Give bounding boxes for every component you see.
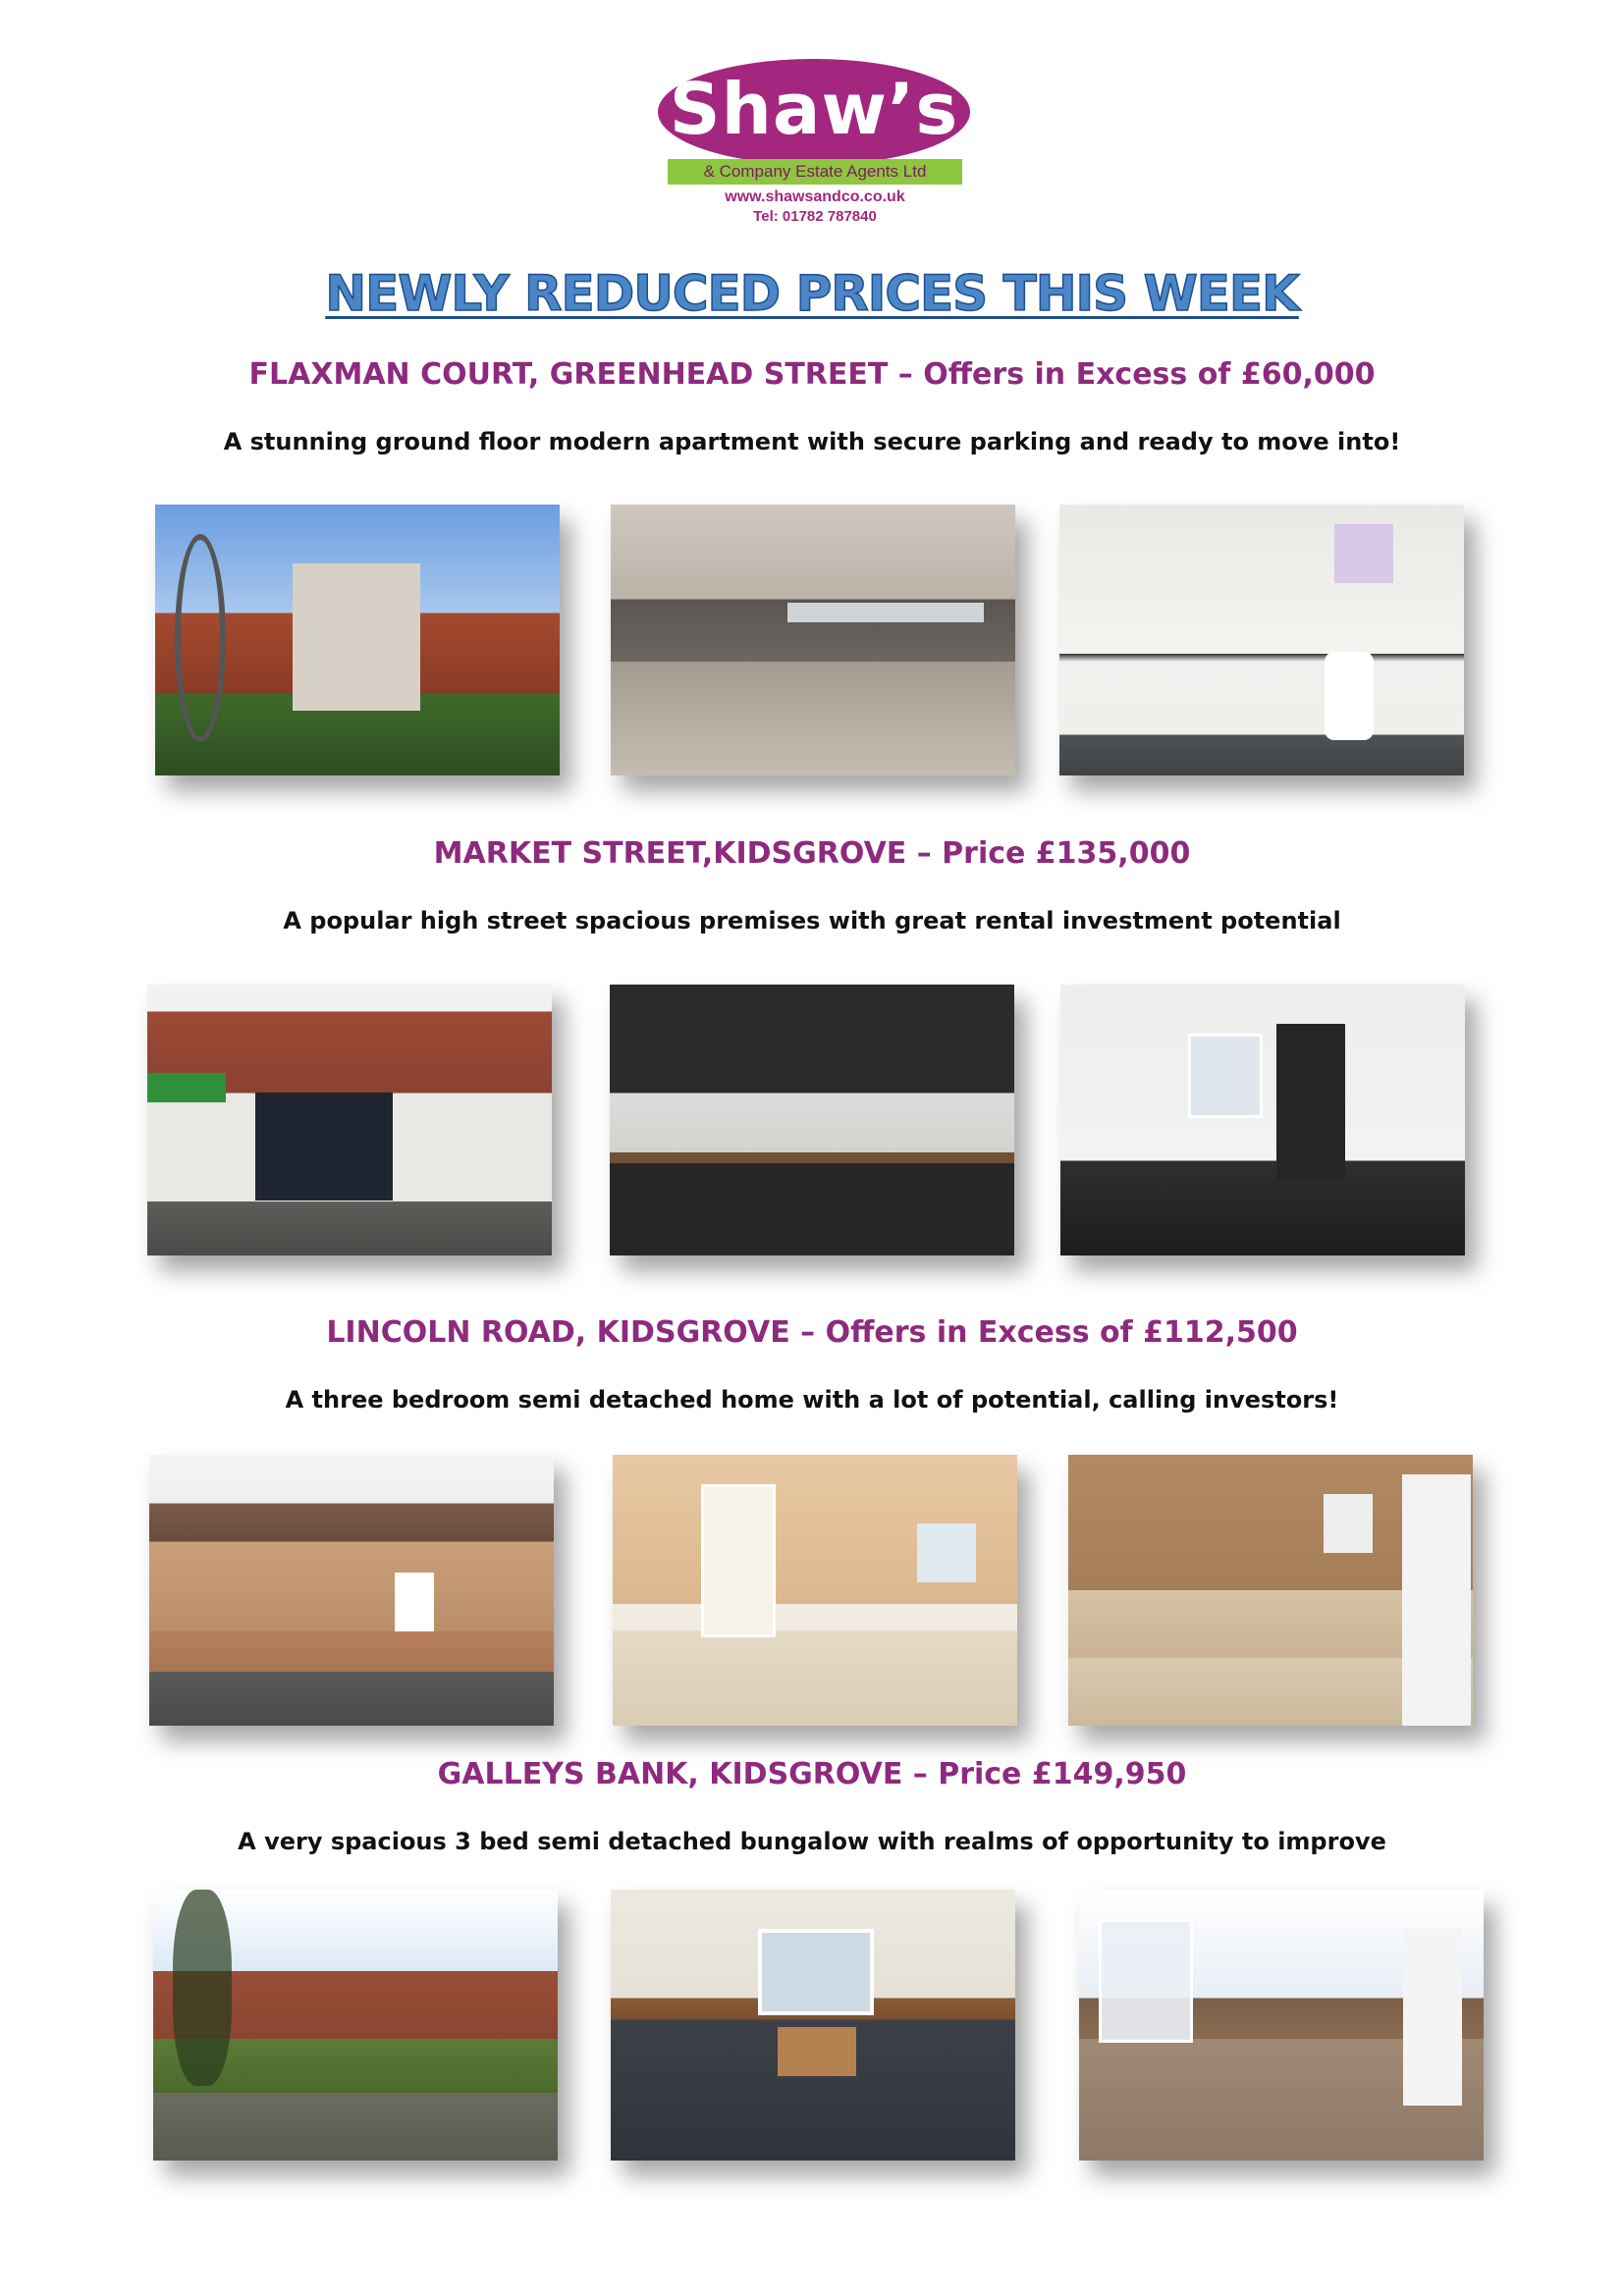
living-room-photo xyxy=(1060,985,1465,1255)
logo-website: www.shawsandco.co.uk xyxy=(725,188,905,205)
bungalow-garden-photo xyxy=(153,1890,558,2161)
listing-description: A popular high street spacious premises with great rental investment potential xyxy=(283,907,1341,934)
kitchen-photo xyxy=(611,505,1015,775)
logo-telephone: Tel: 01782 787840 xyxy=(753,208,877,225)
listing-description: A very spacious 3 bed semi detached bungalow with realms of opportunity to improve xyxy=(238,1828,1386,1855)
listing-title: GALLEYS BANK, KIDSGROVE – Price £149,950 xyxy=(437,1757,1187,1791)
wet-room-photo xyxy=(1059,505,1464,775)
listing-description: A stunning ground floor modern apartment with secure parking and ready to move into! xyxy=(223,428,1401,455)
logo-tagline: & Company Estate Agents Ltd xyxy=(668,159,962,185)
company-logo xyxy=(648,59,982,236)
kitchen-photo xyxy=(610,985,1014,1255)
kitchen-photo xyxy=(611,1890,1015,2161)
conservatory-patio-photo xyxy=(1079,1890,1484,2161)
listing-title: FLAXMAN COURT, GREENHEAD STREET – Offers in Excess of £60,000 xyxy=(248,357,1376,392)
shop-front-photo xyxy=(147,985,552,1255)
semi-detached-exterior-photo xyxy=(149,1455,554,1726)
logo-wordmark: Shaw’s xyxy=(669,68,959,150)
apartment-exterior-photo xyxy=(155,505,560,775)
page-headline: NEWLY REDUCED PRICES THIS WEEK xyxy=(325,265,1299,322)
listing-description: A three bedroom semi detached home with a lot of potential, calling investors! xyxy=(285,1386,1339,1414)
listing-title: LINCOLN ROAD, KIDSGROVE – Offers in Excess of £112,500 xyxy=(326,1315,1298,1350)
listing-title: MARKET STREET,KIDSGROVE – Price £135,000 xyxy=(433,836,1191,871)
bathroom-photo xyxy=(1068,1455,1473,1726)
kitchen-photo xyxy=(613,1455,1017,1726)
